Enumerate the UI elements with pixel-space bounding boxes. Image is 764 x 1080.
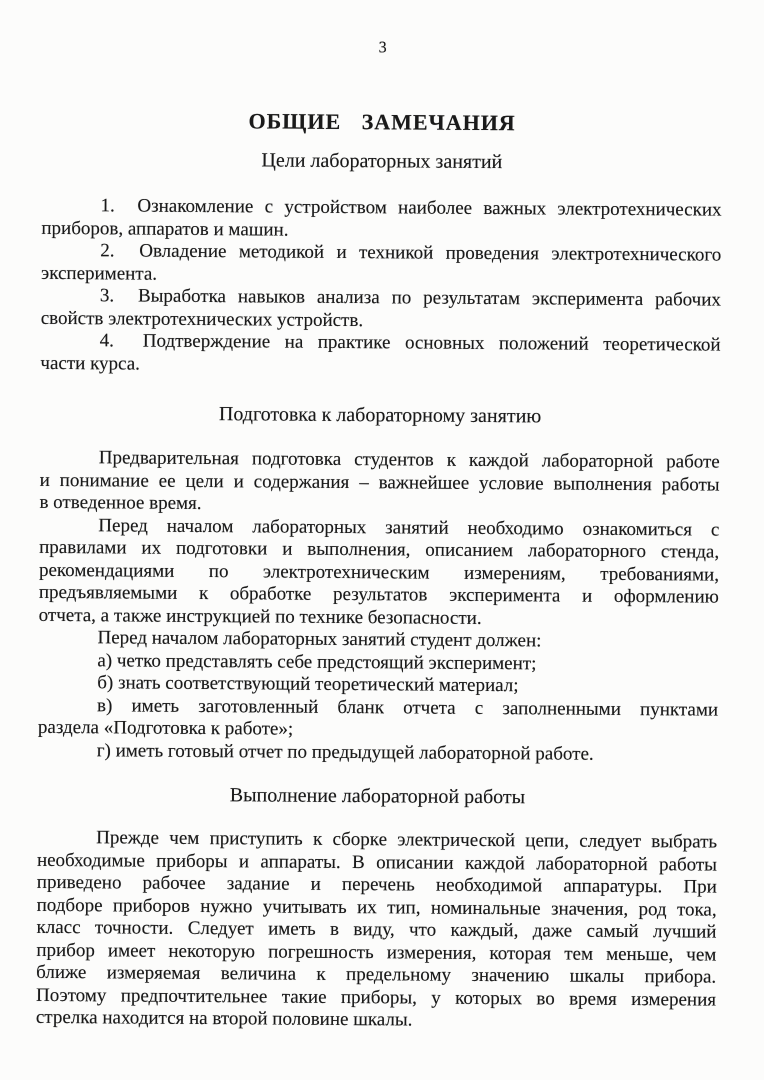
numbered-item-3: [41, 285, 721, 335]
text-line: эксперимента.: [41, 262, 158, 285]
text-line: г) иметь готовый отчет по предыдущей лабораторной работе.: [96, 739, 594, 765]
section-preparation: [38, 402, 720, 767]
text-line: отчета, а также инструкцией по технике безопасности.: [38, 604, 482, 629]
document-title: ОБЩИЕ ЗАМЕЧАНИЯ: [248, 108, 516, 136]
text-line: Перед началом лабораторных занятий студент должен:: [97, 627, 542, 652]
text-line: приведено рабочее задание и перечень необходимой аппаратуры. При: [36, 871, 717, 898]
paragraph: [39, 447, 719, 519]
text-line: подборе приборов нужно учитывать их тип, номинальные значения, род тока,: [36, 894, 717, 921]
sub-item-g: [38, 739, 718, 766]
text-line: Предварительная подготовка студентов к каждой лабораторной работе: [98, 447, 720, 473]
section-heading: Цели лабораторных занятий: [261, 149, 503, 174]
page-number: 3: [378, 39, 387, 57]
text-line: 4. Подтверждение на практике основных положений теоретической: [99, 330, 721, 356]
text-line: и понимание ее цели и содержания – важнейшее условие выполнения работы: [39, 469, 720, 496]
text-line: рекомендациями по электротехническим измерениям, требованиями,: [38, 559, 720, 586]
paragraph: [39, 514, 720, 631]
text-line: 3. Выработка навыков анализа по результатам эксперимента рабочих: [99, 285, 721, 311]
text-line: прибор имеет некоторую погрешность измерения, которая тем меньше, чем: [36, 939, 717, 966]
text-line: предъявляемыми к обработке результатов эксперимента и оформлению: [38, 581, 719, 608]
text-line: раздела «Подготовка к работе»;: [37, 716, 294, 740]
text-line: свойств электротехнических устройств.: [40, 307, 364, 331]
text-line: Прежде чем приступить к сборке электрической цепи, следует выбрать: [96, 827, 718, 853]
text-line: части курса.: [40, 352, 140, 375]
paragraph: [36, 827, 717, 1034]
numbered-item-1: [41, 195, 721, 245]
section-heading: Выполнение лабораторной работы: [229, 784, 526, 809]
sub-item-v: [38, 694, 718, 744]
text-line: стрелка находится на второй половине шкалы.: [35, 1006, 413, 1031]
section-execution: [36, 783, 718, 1034]
text-line: б) знать соответствующий теоретический материал;: [97, 672, 519, 697]
text-line: в) иметь заготовленный бланк отчета с заполненными пунктами: [97, 694, 719, 721]
text-line: в отведенное время.: [39, 491, 202, 515]
text-line: необходимые приборы и аппараты. В описании каждой лабораторной работы: [36, 849, 718, 876]
numbered-item-4: [40, 330, 720, 380]
numbered-item-2: [41, 240, 721, 290]
section-heading: Подготовка к лабораторному занятию: [218, 403, 542, 428]
text-line: 2. Овладение методикой и техникой проведения электротехнического: [100, 240, 722, 266]
text-line: класс точности. Следует иметь в виду, что каждый, даже самый лучший: [36, 916, 717, 943]
text-line: ближе измеряемая величина к предельному значению шкалы прибора.: [36, 961, 717, 988]
text-line: Перед началом лабораторных занятий необходимо ознакомиться с: [98, 514, 720, 541]
text-line: правилами их подготовки и выполнения, описанием лабораторного стенда,: [39, 536, 720, 563]
text-line: а) четко представлять себе предстоящий эксперимент;: [97, 649, 537, 674]
text-line: 1. Ознакомление с устройством наиболее важных электротехнических: [100, 195, 722, 221]
text-line: приборов, аппаратов и машин.: [41, 217, 289, 241]
text-line: Поэтому предпочтительнее такие приборы, у которых во время измерения: [35, 984, 717, 1011]
section-goals: [40, 148, 722, 380]
